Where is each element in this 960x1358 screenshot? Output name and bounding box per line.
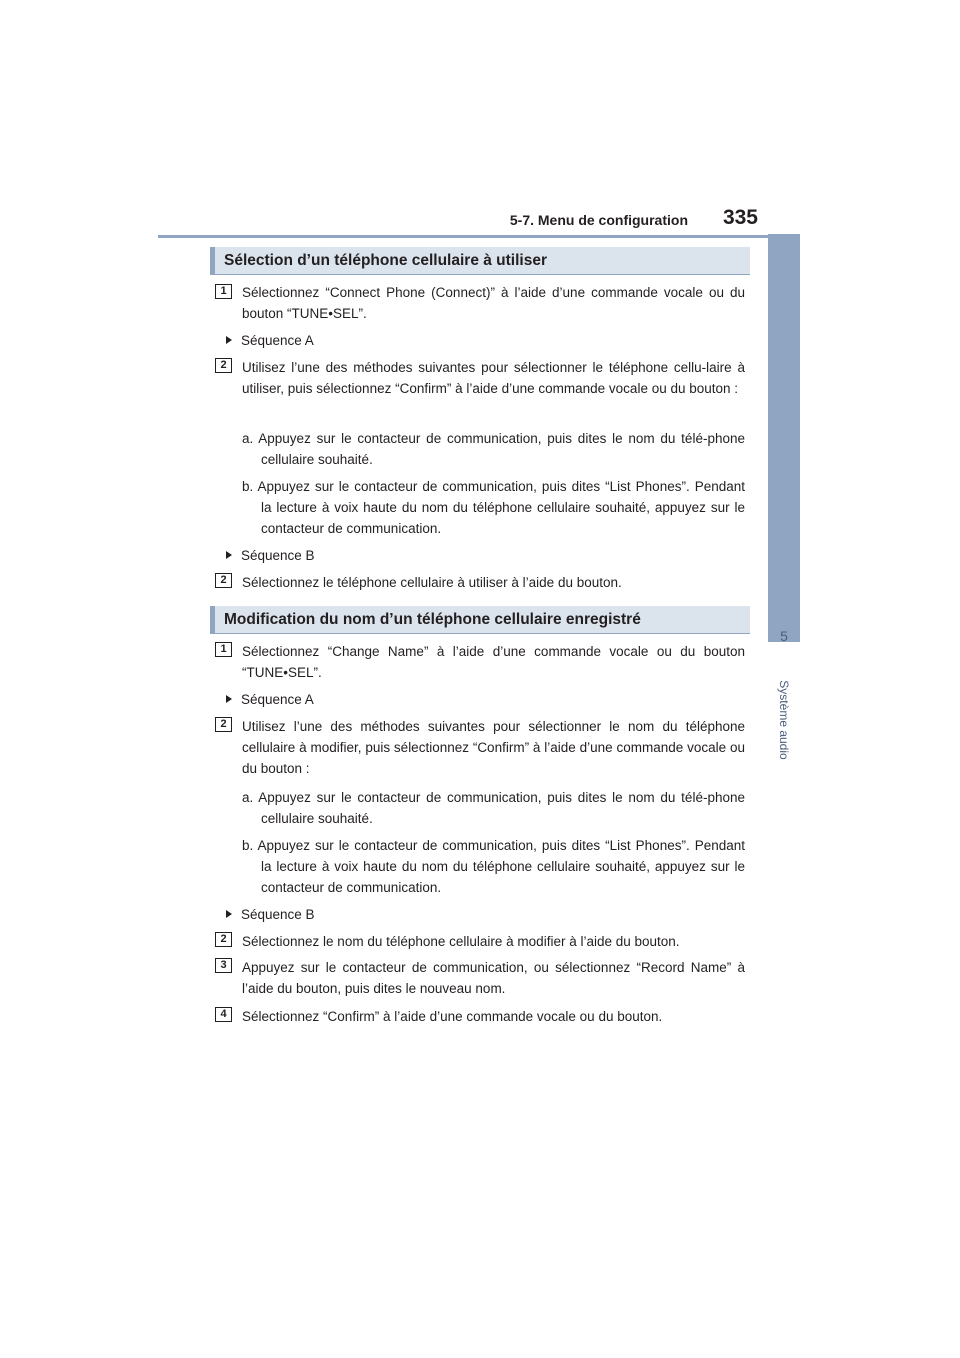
sequence-label: Séquence A bbox=[226, 689, 314, 710]
page-number: 335 bbox=[722, 206, 758, 229]
chapter-tab bbox=[768, 234, 800, 642]
chapter-label bbox=[768, 660, 800, 780]
substep-a: a. Appuyez sur le contacteur de communication, puis dites le nom du télé-phone cellulaire souhaité. bbox=[242, 431, 745, 467]
triangle-bullet-icon bbox=[226, 695, 232, 703]
step-text: Appuyez sur le contacteur de communication, ou sélectionnez “Record Name” à l’aide du bouton, puis dites le nouveau nom. bbox=[242, 960, 745, 996]
triangle-bullet-icon bbox=[226, 551, 232, 559]
section-heading-rename-phone: Modification du nom d’un téléphone cellulaire enregistré bbox=[210, 606, 750, 634]
step-text: Sélectionnez “Confirm” à l’aide d’une commande vocale ou du bouton. bbox=[242, 1009, 663, 1024]
sequence-label: Séquence A bbox=[226, 330, 314, 351]
step-text: Sélectionnez “Connect Phone (Connect)” à l’aide d’une commande vocale ou du bouton “TUNE•SEL”. bbox=[242, 285, 745, 321]
step-number-badge: 1 bbox=[215, 642, 232, 657]
step-text: Sélectionnez le téléphone cellulaire à utiliser à l’aide du bouton. bbox=[242, 575, 622, 590]
triangle-bullet-icon bbox=[226, 910, 232, 918]
page-header bbox=[158, 200, 800, 238]
section-heading-select-phone: Sélection d’un téléphone cellulaire à utiliser bbox=[210, 247, 750, 275]
sequence-label: Séquence B bbox=[226, 904, 315, 925]
step-text: Sélectionnez “Change Name” à l’aide d’une commande vocale ou du bouton “TUNE•SEL”. bbox=[242, 644, 745, 680]
step-text: Utilisez l’une des méthodes suivantes pour sélectionner le téléphone cellu-laire à utiliser, puis sélectionnez “Confirm” à l’aide d’une commande vocale ou du bouton : bbox=[242, 360, 745, 396]
step-number-badge: 3 bbox=[215, 958, 232, 973]
section-title: 5-7. Menu de configuration bbox=[509, 212, 688, 228]
substep-a: a. Appuyez sur le contacteur de communication, puis dites le nom du télé-phone cellulaire souhaité. bbox=[242, 790, 745, 826]
step-text: Sélectionnez le nom du téléphone cellulaire à modifier à l’aide du bouton. bbox=[242, 934, 680, 949]
chapter-label-text: Système audio bbox=[777, 680, 791, 760]
step-number-badge: 1 bbox=[215, 284, 232, 299]
step-number-badge: 2 bbox=[215, 717, 232, 732]
step-text: Utilisez l’une des méthodes suivantes pour sélectionner le nom du téléphone cellulaire à modifier, puis sélectionnez “Confirm” à l’aide d’une commande vocale ou du bouton : bbox=[242, 719, 745, 776]
substep-b: b. Appuyez sur le contacteur de communication, puis dites “List Phones”. Pendant la lecture à voix haute du nom du téléphone cellulaire souhaité, appuyez sur le contacteur de communication. bbox=[242, 838, 745, 895]
step-number-badge: 2 bbox=[215, 932, 232, 947]
substep-b: b. Appuyez sur le contacteur de communication, puis dites “List Phones”. Pendant la lecture à voix haute du nom du téléphone cellulaire souhaité, appuyez sur le contacteur de communication. bbox=[242, 479, 745, 536]
step-number-badge: 2 bbox=[215, 573, 232, 588]
chapter-number: 5 bbox=[780, 628, 788, 644]
step-number-badge: 4 bbox=[215, 1007, 232, 1022]
header-rule bbox=[158, 235, 800, 238]
step-number-badge: 2 bbox=[215, 358, 232, 373]
triangle-bullet-icon bbox=[226, 336, 232, 344]
sequence-label: Séquence B bbox=[226, 545, 315, 566]
